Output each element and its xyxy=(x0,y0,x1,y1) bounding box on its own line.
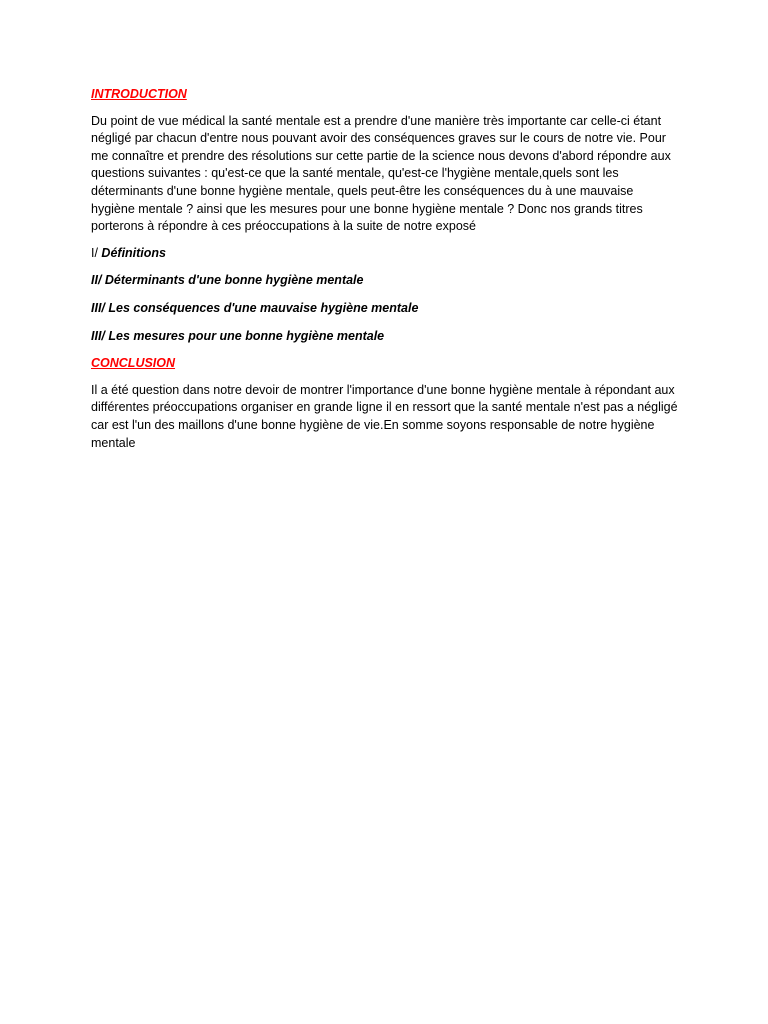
outline-number: III/ xyxy=(91,328,109,343)
outline-item-consequences xyxy=(91,300,679,318)
introduction-paragraph: Du point de vue médical la santé mentale est a prendre d'une manière très importante car celle-ci étant négligé par chacun d'entre nous pouvant avoir des conséquences graves sur le cours de notre vie. Pour me connaître et prendre des résolutions sur cette partie de la science nous devons d'abord répondre aux questions suivantes : qu'est-ce que la santé mentale, qu'est-ce l'hygiène mentale,quels sont les déterminants d'une bonne hygiène mentale, quels peut-être les conséquences du à une mauvaise hygiène mentale ? ainsi que les mesures pour une bonne hygiène mentale ? Donc nos grands titres porterons à répondre à ces préoccupations à la suite de notre exposé xyxy=(91,113,671,234)
outline-item-determinants xyxy=(91,272,679,290)
outline-number: II/ xyxy=(91,273,105,288)
outline-title: Les conséquences d'une mauvaise hygiène mentale xyxy=(108,300,419,315)
outline-title: Déterminants d'une bonne hygiène mentale xyxy=(104,273,364,288)
document-body xyxy=(91,86,679,461)
outline-number: III/ xyxy=(91,300,109,315)
outline-number: I/ xyxy=(91,245,102,260)
conclusion-heading: CONCLUSION xyxy=(91,356,176,371)
outline-item-measures xyxy=(91,328,679,346)
introduction-heading: INTRODUCTION xyxy=(91,87,187,101)
outline-item-definitions xyxy=(91,245,679,263)
outline-title: Définitions xyxy=(101,245,167,260)
outline-title: Les mesures pour une bonne hygiène mentale xyxy=(108,328,385,343)
conclusion-paragraph: Il a été question dans notre devoir de montrer l'importance d'une bonne hygiène mentale à répondant aux différentes préoccupations organiser en grande ligne il en ressort que la santé mentale n'est pas a négligé car est l'un des maillons d'une bonne hygiène de vie.En somme soyons responsable de notre hygiène mentale xyxy=(91,382,678,450)
